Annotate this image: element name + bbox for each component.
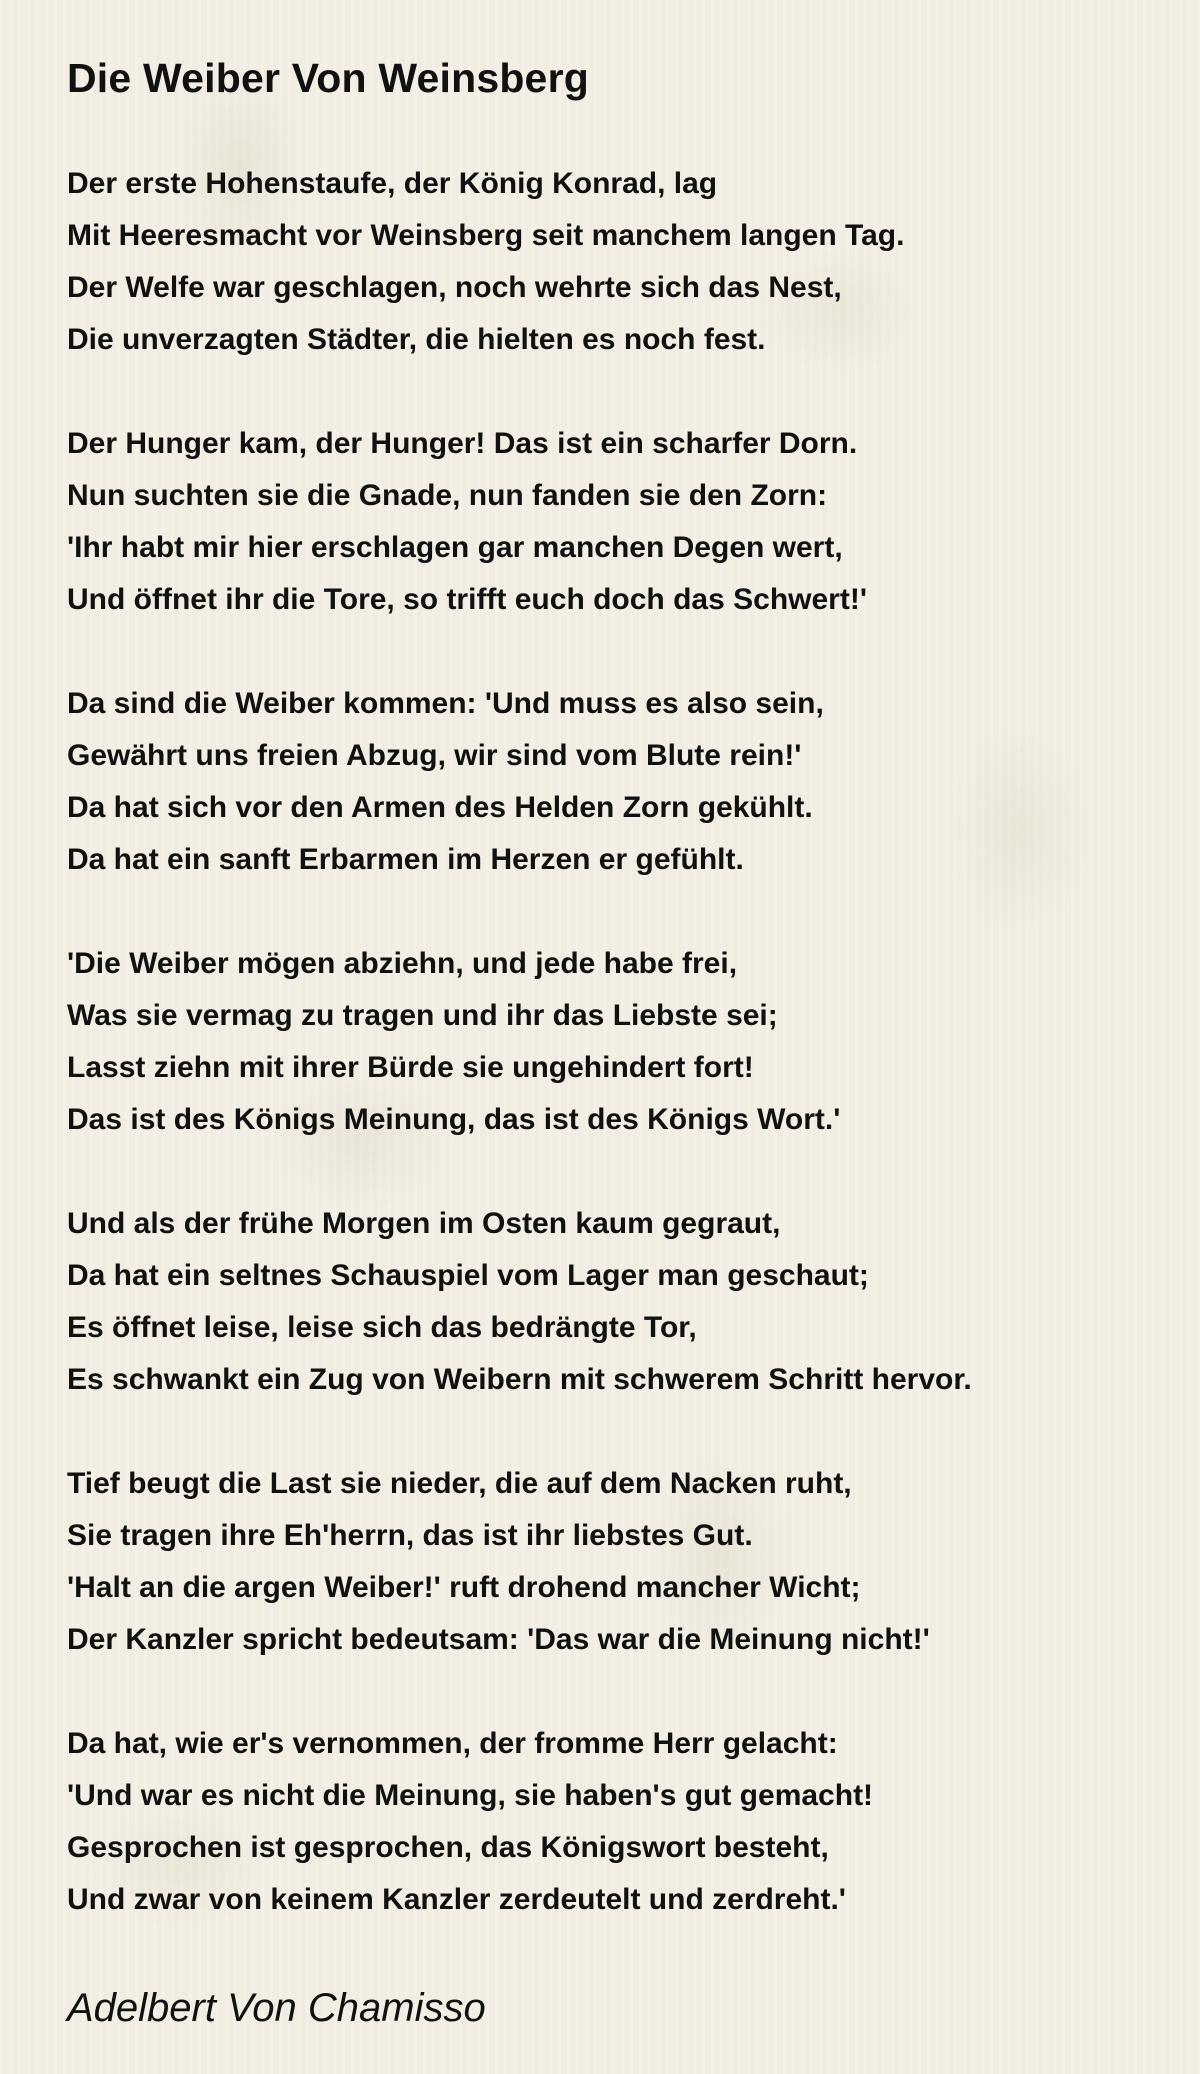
stanza-5 xyxy=(67,1198,1167,1406)
poem-title: Die Weiber Von Weinsberg xyxy=(67,55,589,101)
poem-line: Sie tragen ihre Eh'herrn, das ist ihr liebstes Gut. xyxy=(67,1519,753,1552)
poem-line: Da hat ein sanft Erbarmen im Herzen er gefühlt. xyxy=(67,843,744,876)
stanza-3 xyxy=(67,678,1167,886)
poem-line: 'Und war es nicht die Meinung, sie haben's gut gemacht! xyxy=(67,1779,874,1812)
poem-line: 'Halt an die argen Weiber!' ruft drohend mancher Wicht; xyxy=(67,1571,861,1604)
poem-card xyxy=(67,46,1167,2038)
stanza-4 xyxy=(67,938,1167,1146)
stanza-1 xyxy=(67,158,1167,366)
poem-line: Und als der frühe Morgen im Osten kaum gegraut, xyxy=(67,1207,781,1240)
stanza-2 xyxy=(67,418,1167,626)
poem-line: Der Hunger kam, der Hunger! Das ist ein scharfer Dorn. xyxy=(67,427,858,460)
poem-line: Tief beugt die Last sie nieder, die auf dem Nacken ruht, xyxy=(67,1467,852,1500)
poem-line: Gesprochen ist gesprochen, das Königswort besteht, xyxy=(67,1831,829,1864)
poem-line: Lasst ziehn mit ihrer Bürde sie ungehindert fort! xyxy=(67,1051,754,1084)
poem-line: Und öffnet ihr die Tore, so trifft euch doch das Schwert!' xyxy=(67,583,867,616)
poem-line: Der erste Hohenstaufe, der König Konrad, lag xyxy=(67,167,718,200)
poem-author: Adelbert Von Chamisso xyxy=(67,1986,486,2030)
poem-line: Der Kanzler spricht bedeutsam: 'Das war die Meinung nicht!' xyxy=(67,1623,930,1656)
poem-line: Gewährt uns freien Abzug, wir sind vom Blute rein!' xyxy=(67,739,802,772)
poem-line: Es schwankt ein Zug von Weibern mit schwerem Schritt hervor. xyxy=(67,1363,972,1396)
poem-line: Was sie vermag zu tragen und ihr das Liebste sei; xyxy=(67,999,778,1032)
stanza-6 xyxy=(67,1458,1167,1666)
poem-line: Nun suchten sie die Gnade, nun fanden sie den Zorn: xyxy=(67,479,828,512)
poem-line: Und zwar von keinem Kanzler zerdeutelt und zerdreht.' xyxy=(67,1883,846,1916)
poem-line: 'Die Weiber mögen abziehn, und jede habe frei, xyxy=(67,947,738,980)
poem-line: Mit Heeresmacht vor Weinsberg seit manchem langen Tag. xyxy=(67,219,905,252)
poem-line: Der Welfe war geschlagen, noch wehrte sich das Nest, xyxy=(67,271,842,304)
poem-line: Da hat, wie er's vernommen, der fromme Herr gelacht: xyxy=(67,1727,838,1760)
stanza-7 xyxy=(67,1718,1167,1926)
poem-line: Da hat sich vor den Armen des Helden Zorn gekühlt. xyxy=(67,791,813,824)
poem-line: Da sind die Weiber kommen: 'Und muss es also sein, xyxy=(67,687,824,720)
poem-line: Die unverzagten Städter, die hielten es noch fest. xyxy=(67,323,766,356)
poem-line: Das ist des Königs Meinung, das ist des Königs Wort.' xyxy=(67,1103,841,1136)
poem-line: Da hat ein seltnes Schauspiel vom Lager man geschaut; xyxy=(67,1259,869,1292)
poem-line: 'Ihr habt mir hier erschlagen gar manchen Degen wert, xyxy=(67,531,843,564)
poem-line: Es öffnet leise, leise sich das bedrängte Tor, xyxy=(67,1311,697,1344)
poem-body xyxy=(67,158,1167,1926)
